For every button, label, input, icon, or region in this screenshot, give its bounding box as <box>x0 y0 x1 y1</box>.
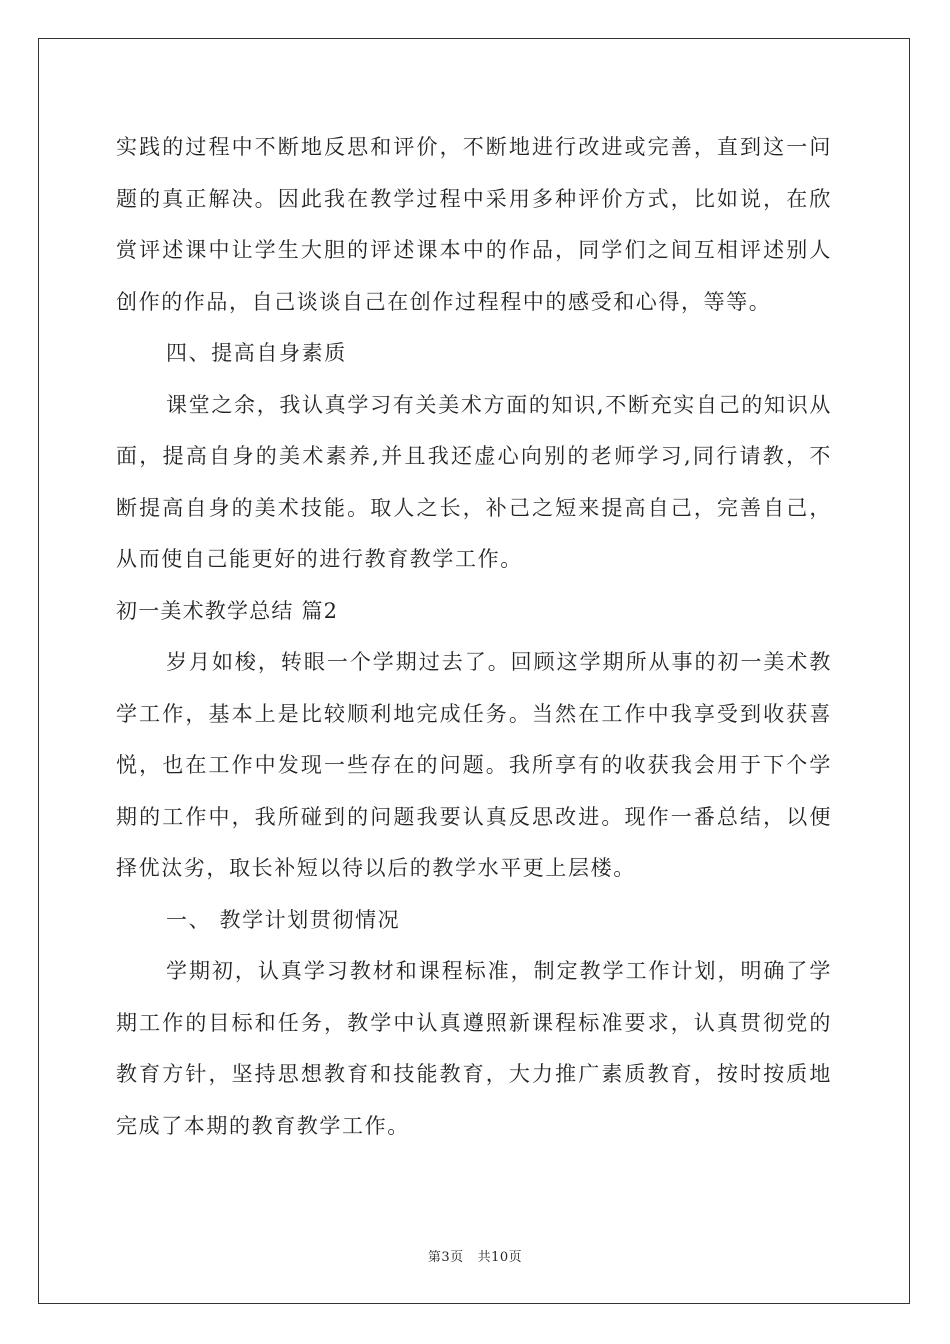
paragraph-teaching-plan: 学期初，认真学习教材和课程标准，制定教学工作计划，明确了学期工作的目标和任务，教学中认真遵照新课程标准要求，认真贯彻党的教育方针，坚持思想教育和技能教育，大力推广素质教育，按时按质地完成了本期的教育教学工作。 <box>116 959 832 1138</box>
document-body <box>116 122 832 1152</box>
article-title-part-2: 初一美术教学总结 篇2 <box>116 598 339 623</box>
section-heading-teaching-plan: 一、 教学计划贯彻情况 <box>166 907 401 932</box>
paragraph-semester-review: 岁月如梭，转眼一个学期过去了。回顾这学期所从事的初一美术教学工作，基本上是比较顺利地完成任务。当然在工作中我享受到收获喜悦，也在工作中发现一些存在的问题。我所享有的收获我会用于下个学期的工作中，我所碰到的问题我要认真反思改进。现作一番总结，以便择优汰劣，取长补短以待以后的教学水平更上层楼。 <box>116 650 832 880</box>
page-number: 第3页 <box>427 1250 464 1265</box>
paragraph-self-improvement: 课堂之余，我认真学习有关美术方面的知识,不断充实自己的知识从面，提高自身的美术素养,并且我还虚心向别的老师学习,同行请教，不断提高自身的美术技能。取人之长，补己之短来提高自己，完善自己，从而使自己能更好的进行教育教学工作。 <box>116 392 832 571</box>
section-heading-self-quality: 四、提高自身素质 <box>166 341 347 365</box>
paragraph-evaluation: 实践的过程中不断地反思和评价，不断地进行改进或完善，直到这一问题的真正解决。因此我在教学过程中采用多种评价方式，比如说，在欣赏评述课中让学生大胆的评述课本中的作品，同学们之间互相评述别人创作的作品，自己谈谈自己在创作过程程中的感受和心得，等等。 <box>116 135 832 314</box>
page-total: 共10页 <box>477 1250 523 1265</box>
page-footer <box>0 1246 950 1265</box>
